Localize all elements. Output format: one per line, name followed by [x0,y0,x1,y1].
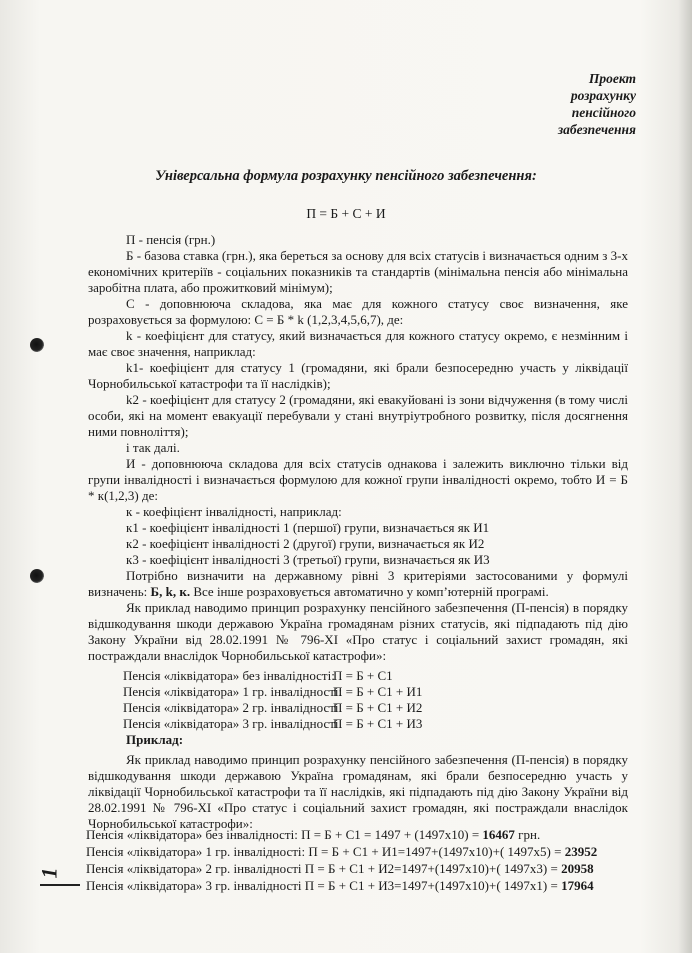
project-line: розрахунку [570,88,636,103]
example-intro: Як приклад наводимо принцип розрахунку пенсійного забезпечення (П-пенсія) в порядку відшкодування шкоди державою Україна громадянам різних статусів, які підпадають під дію Закону України від 28.02.1991 № 796-ХІ «Про статус і соціальний захист громадян, які постраждали внаслідок Чорнобильської катастрофи»: [88,600,628,663]
calculation-row [86,826,656,843]
definition-k: k - коефіцієнт для статусу, який визначається для кожного статусу окремо, є незмінним і має своє значення, наприклад: [88,328,628,359]
formula-label: Пенсія «ліквідатора» 1 гр. інвалідності: [123,684,343,699]
formula-row [88,684,628,700]
calculation-text: Пенсія «ліквідатора» 1 гр. інвалідності: П = Б + С1 + И1=1497+(1497х10)+( 1497х5) = [86,844,565,859]
calculation-result: 17964 [561,878,594,893]
definition-k2: k2 - коефіцієнт для статусу 2 (громадяни, які евакуйовані із зони відчуження (в тому числі особи, які на момент евакуації перебували у стані внутріутробного розвитку, після досягнення ними повноліття); [88,392,628,439]
page-number: 1 [36,867,62,879]
page-edge-shadow [678,0,692,953]
definition-b: Б - базова ставка (грн.), яка береться за основу для всіх статусів і визначається одним з 3-х економічних критеріїв - соціальних показників та стандартів (мінімальна пенсія або мінімальна заробітна плата, або прожитковий мінімум); [88,248,628,295]
calculation-text: Пенсія «ліквідатора» 2 гр. інвалідності П = Б + С1 + И2=1497+(1497х10)+( 1497х3) = [86,861,562,876]
calculation-row [86,843,656,860]
definition-k1-inv: к1 - коефіцієнт інвалідності 1 (першої) групи, визначається як И1 [126,520,490,535]
example-heading-text: Приклад: [126,732,184,747]
formula-label: Пенсія «ліквідатора» без інвалідності: [123,668,335,683]
punch-hole-top [30,338,44,352]
formula-expression: П = Б + С1 + И3 [333,716,423,731]
calculation-result: 23952 [564,844,598,859]
state-level-text: Потрібно визначити на державному рівні 3 критеріями застосованими у формулі визначень: [88,568,628,599]
definition-k3-inv: к3 - коефіцієнт інвалідності 3 (третьої) групи, визначається як И3 [126,552,490,567]
calculation-row [86,877,656,894]
formula-label: Пенсія «ліквідатора» 2 гр. інвалідності [123,700,339,715]
page-number-underline [40,884,80,886]
formula-label: Пенсія «ліквідатора» 3 гр. інвалідності [123,716,339,731]
document-body [88,232,628,832]
project-line: забезпечення [557,122,636,137]
calculations [86,826,656,894]
document-title: Універсальна формула розрахунку пенсійного забезпечення: [155,168,537,184]
main-formula: П = Б + С + И [306,206,386,221]
project-line: пенсійного [571,105,636,120]
calculation-text: Пенсія «ліквідатора» без інвалідності: П = Б + С1 = 1497 + (1497х10) = [86,827,483,842]
definition-k1: k1- коефіцієнт для статусу 1 (громадяни, які брали безпосередню участь у ліквідації Чорнобильської катастрофи та її наслідків); [88,360,628,391]
project-line: Проект [588,71,636,86]
project-header [558,70,636,138]
definition-i: И - доповнююча складова для всіх статусів однакова і залежить виключно тільки від групи інвалідності і визначається формулою для кожної групи інвалідності окремо, тобто И = Б * к(1,2,3) де: [88,456,628,503]
formula-row [88,700,628,716]
state-level-text-end: Все інше розраховується автоматично у комп’ютерній програмі. [190,584,549,599]
formula-row [88,668,628,684]
calculation-suffix: грн. [514,827,541,842]
definition-k2-inv: к2 - коефіцієнт інвалідності 2 (другої) групи, визначається як И2 [126,536,485,551]
calculation-result: 20958 [561,861,594,876]
definition-c: С - доповнююча складова, яка має для кожного статусу своє визначення, яке розраховується за формулою: С = Б * k (1,2,3,4,5,6,7), де: [88,296,628,327]
punch-hole-bottom [30,569,44,583]
formula-expression: П = Б + С1 [333,668,393,683]
state-level-bold: Б, k, к. [150,584,191,599]
definition-etc: і так далі. [126,440,180,455]
formula-expression: П = Б + С1 + И1 [333,684,423,699]
example-text: Як приклад наводимо принцип розрахунку пенсійного забезпечення (П-пенсія) в порядку відшкодування шкоди державою Україна громадянам, які брали безпосередню участь у ліквідації Чорнобильської катастрофи та її наслідків, які підпадають під дію Закону України від 28.02.1991 № 796-ХІ «Про статус і соціальний захист громадян, які постраждали внаслідок Чорнобильської катастрофи»: [88,752,628,831]
formula-expression: П = Б + С1 + И2 [333,700,423,715]
example-heading [88,732,628,748]
formula-row [88,716,628,732]
calculation-result: 16467 [482,827,515,842]
calculation-text: Пенсія «ліквідатора» 3 гр. інвалідності П = Б + С1 + И3=1497+(1497х10)+( 1497х1) = [86,878,562,893]
definition-p: П - пенсія (грн.) [126,232,216,247]
definition-k-inv: к - коефіцієнт інвалідності, наприклад: [126,504,342,519]
state-level-paragraph [88,568,628,600]
calculation-row [86,860,656,877]
